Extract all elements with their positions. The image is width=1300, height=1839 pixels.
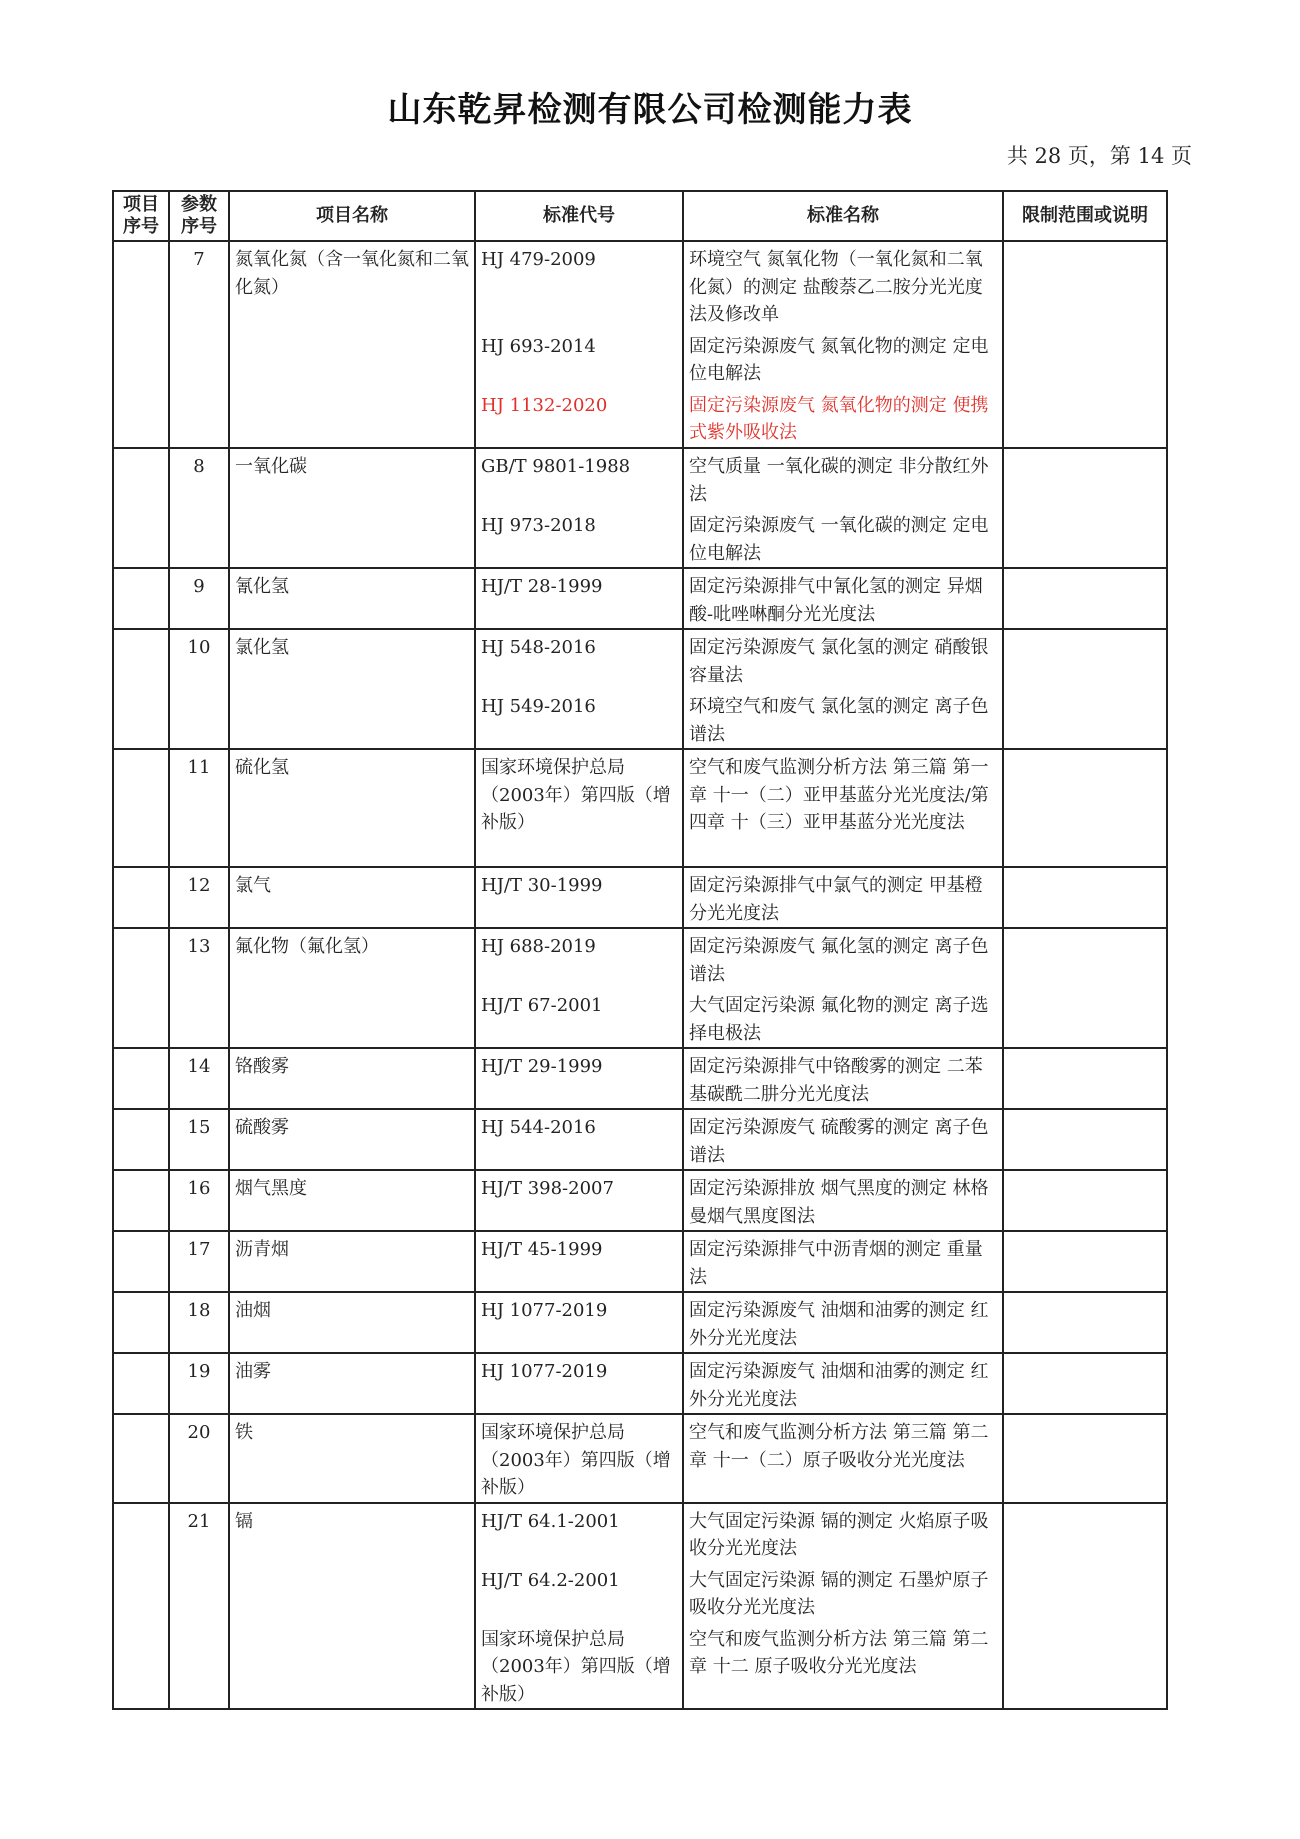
cell-item-no xyxy=(113,1503,169,1710)
standard-code: HJ/T 64.2-2001 xyxy=(481,1569,620,1591)
cell-limit-note xyxy=(1003,928,1167,1048)
param-number: 10 xyxy=(187,637,211,658)
cell-standard-name xyxy=(683,1048,1003,1109)
param-number: 7 xyxy=(193,249,205,270)
cell-item-name xyxy=(229,448,475,568)
standard-name: 固定污染源排放 烟气黑度的测定 林格曼烟气黑度图法 xyxy=(689,1178,989,1227)
standard-code: HJ 544-2016 xyxy=(481,1117,596,1138)
standard-name: 固定污染源废气 氮氧化物的测定 定电位电解法 xyxy=(689,335,989,384)
cell-item-name xyxy=(229,1231,475,1292)
standard-name: 空气和废气监测分析方法 第三篇 第二章 十一（二）原子吸收分光光度法 xyxy=(689,1422,989,1471)
cell-standard-name xyxy=(683,1109,1003,1170)
page-title: 山东乾昇检测有限公司检测能力表 xyxy=(387,90,913,130)
standard-code: HJ 548-2016 xyxy=(481,637,596,658)
cell-param-no xyxy=(169,1109,229,1170)
param-number: 12 xyxy=(187,875,211,896)
table-row xyxy=(113,1414,1167,1503)
param-number: 18 xyxy=(187,1300,211,1321)
cell-standard-name xyxy=(683,1353,1003,1414)
standard-code: HJ/T 45-1999 xyxy=(481,1239,603,1260)
cell-limit-note xyxy=(1003,568,1167,629)
cell-standard-code xyxy=(475,1292,683,1353)
param-number: 21 xyxy=(187,1510,211,1532)
cell-item-no xyxy=(113,448,169,568)
cell-param-no xyxy=(169,1353,229,1414)
header-item-no-line1: 项目 xyxy=(123,194,159,215)
table-row xyxy=(113,1353,1167,1414)
cell-limit-note xyxy=(1003,1109,1167,1170)
standard-name: 空气质量 一氧化碳的测定 非分散红外法 xyxy=(689,456,989,505)
cell-standard-name xyxy=(683,1231,1003,1292)
standard-code: HJ 688-2019 xyxy=(481,936,596,957)
item-name: 一氧化碳 xyxy=(235,456,307,477)
cell-standard-code xyxy=(475,448,683,568)
param-number: 20 xyxy=(187,1422,211,1443)
cell-standard-name xyxy=(683,928,1003,1048)
item-name: 沥青烟 xyxy=(235,1239,289,1260)
cell-item-name xyxy=(229,568,475,629)
header-standard-code: 标准代号 xyxy=(475,191,683,241)
standard-code: HJ 1077-2019 xyxy=(481,1361,608,1382)
table-row xyxy=(113,1109,1167,1170)
cell-standard-name xyxy=(683,448,1003,568)
cell-item-name xyxy=(229,928,475,1048)
table-row xyxy=(113,1231,1167,1292)
cell-limit-note xyxy=(1003,1503,1167,1710)
cell-param-no xyxy=(169,1292,229,1353)
cell-standard-name xyxy=(683,1170,1003,1231)
table-row xyxy=(113,1048,1167,1109)
item-name: 油雾 xyxy=(235,1361,271,1382)
cell-param-no xyxy=(169,568,229,629)
standard-name: 固定污染源排气中氰化氢的测定 异烟酸-吡唑啉酮分光光度法 xyxy=(689,576,983,625)
table-row xyxy=(113,568,1167,629)
cell-param-no xyxy=(169,629,229,749)
param-number: 15 xyxy=(187,1117,211,1138)
standard-code: 国家环境保护总局（2003年）第四版（增补版） xyxy=(481,757,671,833)
cell-standard-name xyxy=(683,1414,1003,1503)
standard-name: 大气固定污染源 镉的测定 石墨炉原子吸收分光光度法 xyxy=(689,1569,989,1618)
cell-param-no xyxy=(169,1231,229,1292)
cell-param-no xyxy=(169,1048,229,1109)
cell-standard-code xyxy=(475,749,683,867)
cell-param-no xyxy=(169,1170,229,1231)
table-header-row xyxy=(113,191,1167,241)
standard-code: 国家环境保护总局（2003年）第四版（增补版） xyxy=(481,1628,671,1705)
standard-name: 固定污染源排气中氯气的测定 甲基橙分光光度法 xyxy=(689,875,983,924)
param-number: 16 xyxy=(187,1178,211,1199)
cell-param-no xyxy=(169,928,229,1048)
param-number: 13 xyxy=(187,936,211,957)
header-item-name: 项目名称 xyxy=(229,191,475,241)
param-number: 9 xyxy=(193,576,205,597)
cell-item-name xyxy=(229,1414,475,1503)
cell-item-no xyxy=(113,1048,169,1109)
standard-code: HJ/T 30-1999 xyxy=(481,875,603,896)
cell-param-no xyxy=(169,749,229,867)
standard-code: HJ 479-2009 xyxy=(481,249,596,270)
cell-standard-name xyxy=(683,629,1003,749)
cell-limit-note xyxy=(1003,1048,1167,1109)
item-name: 铬酸雾 xyxy=(235,1056,289,1077)
cell-standard-name xyxy=(683,749,1003,867)
cell-standard-code xyxy=(475,1353,683,1414)
cell-item-name xyxy=(229,1170,475,1231)
table-body xyxy=(113,241,1167,1709)
cell-item-name xyxy=(229,1048,475,1109)
table-row xyxy=(113,1503,1167,1710)
item-name: 氟化物（氟化氢） xyxy=(235,936,379,957)
param-number: 19 xyxy=(187,1361,211,1382)
cell-standard-code xyxy=(475,1170,683,1231)
cell-standard-name xyxy=(683,241,1003,448)
cell-param-no xyxy=(169,1503,229,1710)
page-number: 共 28 页，第 14 页 xyxy=(1006,144,1192,168)
cell-limit-note xyxy=(1003,749,1167,867)
cell-standard-name xyxy=(683,1503,1003,1710)
standard-name: 空气和废气监测分析方法 第三篇 第二章 十二 原子吸收分光光度法 xyxy=(689,1628,989,1677)
item-name: 氯化氢 xyxy=(235,637,289,658)
cell-param-no xyxy=(169,867,229,928)
table-row xyxy=(113,1292,1167,1353)
cell-limit-note xyxy=(1003,1170,1167,1231)
cell-limit-note xyxy=(1003,1231,1167,1292)
standard-code: HJ 549-2016 xyxy=(481,696,596,717)
param-number: 14 xyxy=(187,1056,211,1077)
item-name: 镉 xyxy=(235,1510,253,1532)
standard-name: 固定污染源排气中沥青烟的测定 重量法 xyxy=(689,1239,983,1288)
standard-name: 大气固定污染源 镉的测定 火焰原子吸收分光光度法 xyxy=(689,1510,989,1559)
item-name: 氮氧化氮（含一氧化氮和二氧化氮） xyxy=(235,249,469,298)
cell-standard-code xyxy=(475,928,683,1048)
cell-limit-note xyxy=(1003,629,1167,749)
cell-standard-code xyxy=(475,1503,683,1710)
cell-item-name xyxy=(229,1503,475,1710)
cell-item-name xyxy=(229,1109,475,1170)
cell-item-no xyxy=(113,241,169,448)
cell-item-no xyxy=(113,629,169,749)
cell-limit-note xyxy=(1003,1414,1167,1503)
standard-name: 大气固定污染源 氟化物的测定 离子选择电极法 xyxy=(689,995,989,1044)
standard-code: GB/T 9801-1988 xyxy=(481,456,631,477)
item-name: 烟气黑度 xyxy=(235,1178,307,1199)
header-limit-note: 限制范围或说明 xyxy=(1003,191,1167,241)
cell-limit-note xyxy=(1003,867,1167,928)
table-row xyxy=(113,448,1167,568)
cell-item-no xyxy=(113,1414,169,1503)
standard-name: 环境空气 氮氧化物（一氧化氮和二氧化氮）的测定 盐酸萘乙二胺分光光度法及修改单 xyxy=(689,249,983,325)
standard-name: 固定污染源废气 氮氧化物的测定 便携式紫外吸收法 xyxy=(689,394,989,443)
cell-item-name xyxy=(229,629,475,749)
cell-standard-code xyxy=(475,568,683,629)
header-param-no xyxy=(169,191,229,241)
table-row xyxy=(113,629,1167,749)
cell-item-no xyxy=(113,1231,169,1292)
cell-standard-code xyxy=(475,629,683,749)
cell-item-no xyxy=(113,1353,169,1414)
table-row xyxy=(113,1170,1167,1231)
standard-code: HJ 1132-2020 xyxy=(481,394,608,416)
item-name: 硫酸雾 xyxy=(235,1117,289,1138)
item-name: 氯气 xyxy=(235,875,271,896)
cell-standard-name xyxy=(683,1292,1003,1353)
standard-code: HJ/T 64.1-2001 xyxy=(481,1510,620,1532)
cell-standard-code xyxy=(475,241,683,448)
cell-param-no xyxy=(169,448,229,568)
item-name: 铁 xyxy=(235,1422,253,1443)
cell-item-name xyxy=(229,1353,475,1414)
table-row xyxy=(113,928,1167,1048)
cell-standard-name xyxy=(683,568,1003,629)
item-name: 油烟 xyxy=(235,1300,271,1321)
standard-name: 固定污染源废气 油烟和油雾的测定 红外分光光度法 xyxy=(689,1300,989,1349)
cell-item-no xyxy=(113,749,169,867)
param-number: 8 xyxy=(193,456,205,477)
cell-item-no xyxy=(113,1109,169,1170)
standard-name: 环境空气和废气 氯化氢的测定 离子色谱法 xyxy=(689,696,989,745)
cell-item-name xyxy=(229,867,475,928)
cell-standard-code xyxy=(475,1231,683,1292)
standard-name: 空气和废气监测分析方法 第三篇 第一章 十一（二）亚甲基蓝分光光度法/第四章 十（三）亚甲基蓝分光光度法 xyxy=(689,757,989,833)
cell-item-no xyxy=(113,1170,169,1231)
cell-standard-code xyxy=(475,1109,683,1170)
standard-name: 固定污染源废气 油烟和油雾的测定 红外分光光度法 xyxy=(689,1361,989,1410)
cell-item-name xyxy=(229,241,475,448)
cell-limit-note xyxy=(1003,1292,1167,1353)
cell-standard-code xyxy=(475,1048,683,1109)
standard-name: 固定污染源排气中铬酸雾的测定 二苯基碳酰二肼分光光度法 xyxy=(689,1056,983,1105)
cell-item-name xyxy=(229,749,475,867)
standard-name: 固定污染源废气 氯化氢的测定 硝酸银容量法 xyxy=(689,637,989,686)
standard-name: 固定污染源废气 一氧化碳的测定 定电位电解法 xyxy=(689,515,989,564)
capability-table xyxy=(112,190,1168,1710)
standard-name: 固定污染源废气 硫酸雾的测定 离子色谱法 xyxy=(689,1117,989,1166)
header-param-no-line2: 序号 xyxy=(181,216,217,237)
standard-code: HJ/T 29-1999 xyxy=(481,1056,603,1077)
cell-standard-name xyxy=(683,867,1003,928)
param-number: 11 xyxy=(187,757,211,778)
header-standard-name: 标准名称 xyxy=(683,191,1003,241)
item-name: 硫化氢 xyxy=(235,757,289,778)
standard-code: HJ/T 67-2001 xyxy=(481,995,603,1016)
cell-item-no xyxy=(113,568,169,629)
cell-param-no xyxy=(169,1414,229,1503)
cell-standard-code xyxy=(475,867,683,928)
standard-code: HJ 973-2018 xyxy=(481,515,596,536)
param-number: 17 xyxy=(187,1239,211,1260)
header-item-no-line2: 序号 xyxy=(123,216,159,237)
table-row xyxy=(113,867,1167,928)
cell-limit-note xyxy=(1003,448,1167,568)
item-name: 氰化氢 xyxy=(235,576,289,597)
standard-code: HJ 1077-2019 xyxy=(481,1300,608,1321)
standard-code: HJ/T 28-1999 xyxy=(481,576,603,597)
cell-standard-code xyxy=(475,1414,683,1503)
cell-item-no xyxy=(113,928,169,1048)
header-item-no xyxy=(113,191,169,241)
standard-code: HJ 693-2014 xyxy=(481,335,596,357)
standard-code: HJ/T 398-2007 xyxy=(481,1178,614,1199)
standard-name: 固定污染源废气 氟化氢的测定 离子色谱法 xyxy=(689,936,989,985)
cell-param-no xyxy=(169,241,229,448)
table-row xyxy=(113,241,1167,448)
header-param-no-line1: 参数 xyxy=(181,194,217,215)
cell-item-name xyxy=(229,1292,475,1353)
standard-code: 国家环境保护总局（2003年）第四版（增补版） xyxy=(481,1422,671,1498)
cell-item-no xyxy=(113,1292,169,1353)
table-row xyxy=(113,749,1167,867)
cell-limit-note xyxy=(1003,1353,1167,1414)
cell-limit-note xyxy=(1003,241,1167,448)
cell-item-no xyxy=(113,867,169,928)
